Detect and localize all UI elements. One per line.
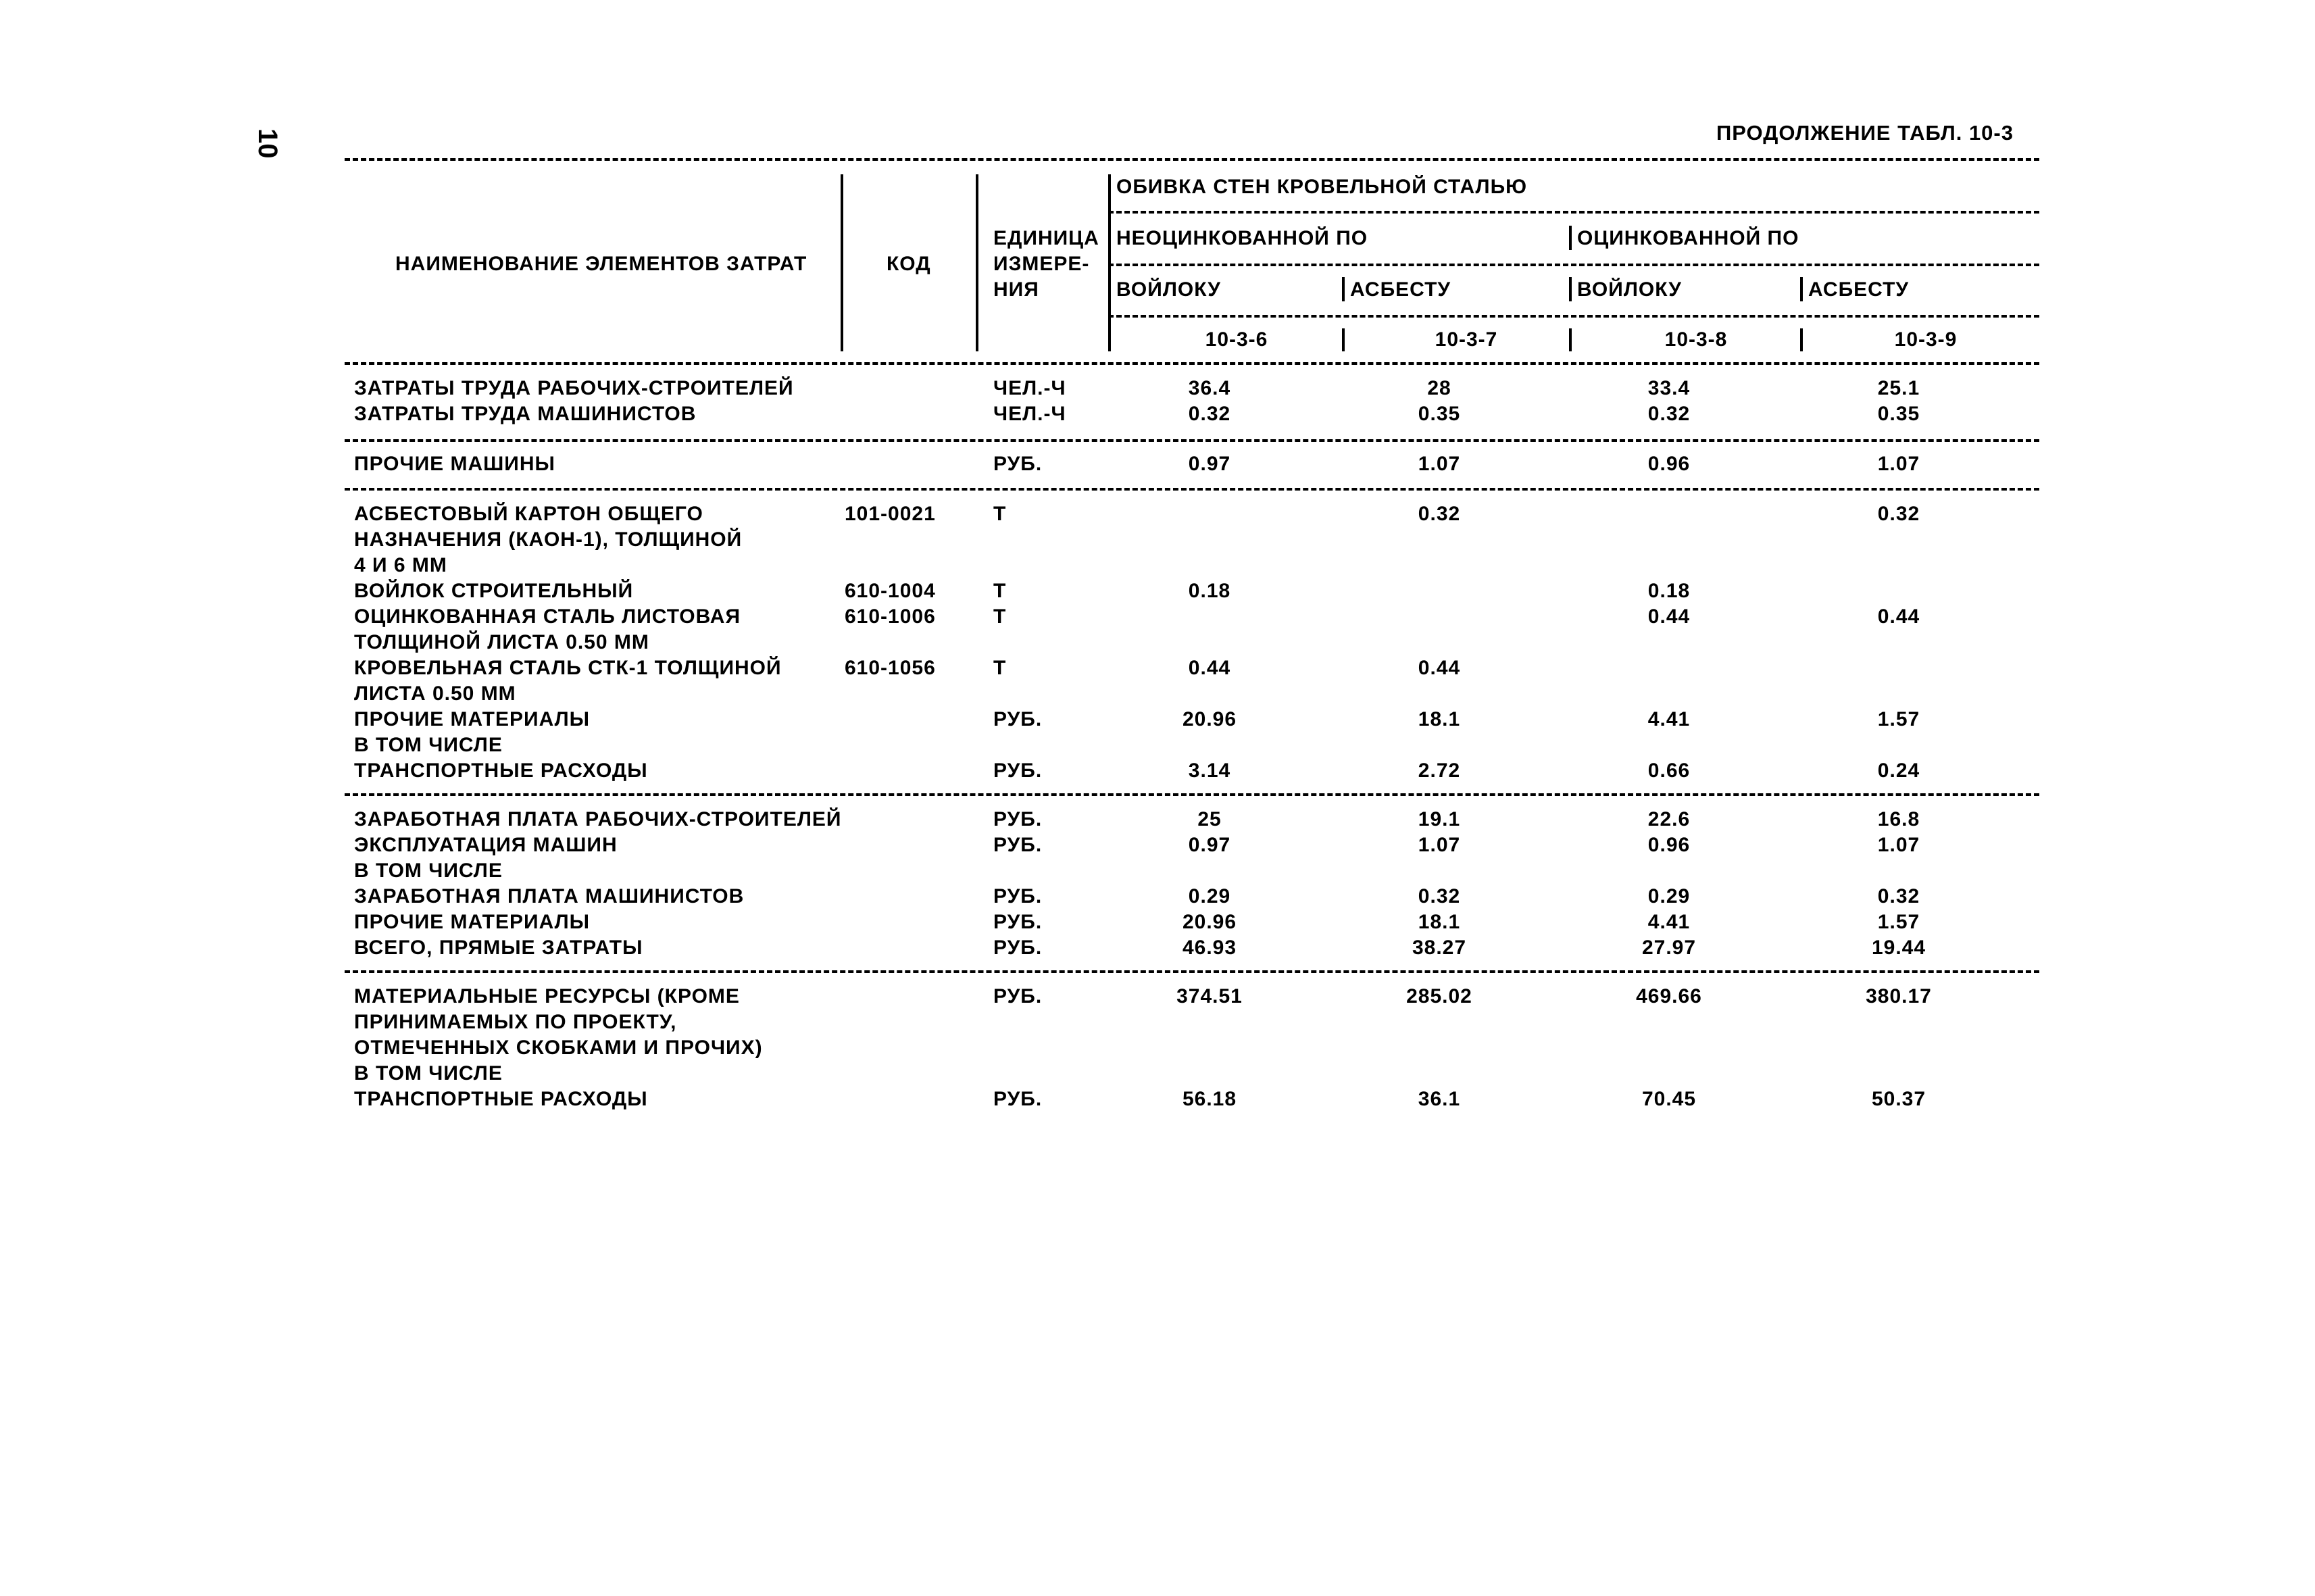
header-rule — [1108, 315, 2039, 318]
row-value-col3: 0.96 — [1647, 453, 1691, 475]
row-value-col4: 0.24 — [1877, 759, 1920, 782]
header-divider — [1342, 277, 1345, 301]
row-unit: РУБ. — [993, 453, 1043, 475]
row-value-col3: 0.32 — [1647, 403, 1691, 425]
row-value-col1: 46.93 — [1182, 937, 1237, 959]
row-unit: РУБ. — [993, 885, 1043, 907]
header-sub-ungalvanized: НЕОЦИНКОВАННОЙ ПО — [1116, 227, 1368, 249]
section-rule — [345, 488, 2039, 491]
row-value-col2: 285.02 — [1406, 985, 1472, 1007]
row-name: ТРАНСПОРТНЫЕ РАСХОДЫ — [354, 1088, 648, 1110]
section-rule — [345, 970, 2039, 973]
header-rule — [1108, 211, 2039, 214]
row-value-col4: 50.37 — [1871, 1088, 1926, 1110]
row-value-col2: 28 — [1427, 377, 1451, 399]
row-name: ЭКСПЛУАТАЦИЯ МАШИН — [354, 834, 618, 856]
row-value-col4: 19.44 — [1871, 937, 1926, 959]
row-name: ПРОЧИЕ МАШИНЫ — [354, 453, 555, 475]
row-value-col2: 18.1 — [1418, 911, 1461, 933]
row-unit: РУБ. — [993, 708, 1043, 730]
section-rule — [345, 793, 2039, 796]
row-value-col4: 1.07 — [1877, 453, 1920, 475]
row-value-col2: 38.27 — [1412, 937, 1467, 959]
row-unit: ЧЕЛ.-Ч — [993, 377, 1066, 399]
row-unit: Т — [993, 657, 1007, 679]
row-value-col3: 27.97 — [1641, 937, 1697, 959]
row-value-col2: 0.32 — [1418, 885, 1461, 907]
row-value-col2: 0.35 — [1418, 403, 1461, 425]
row-code: 101-0021 — [845, 503, 936, 525]
row-value-col2: 18.1 — [1418, 708, 1461, 730]
row-value-col1: 25 — [1197, 808, 1222, 830]
header-divider — [1800, 328, 1803, 351]
code-col2: 10-3-7 — [1435, 328, 1498, 351]
row-value-col2: 19.1 — [1418, 808, 1461, 830]
row-value-col3: 4.41 — [1647, 911, 1691, 933]
row-unit: РУБ. — [993, 1088, 1043, 1110]
row-value-col2: 0.32 — [1418, 503, 1461, 525]
row-value-col3: 0.96 — [1647, 834, 1691, 856]
row-name: ЗАРАБОТНАЯ ПЛАТА МАШИНИСТОВ — [354, 885, 745, 907]
row-value-col1: 20.96 — [1182, 708, 1237, 730]
row-name: ВОЙЛОК СТРОИТЕЛЬНЫЙ — [354, 580, 634, 602]
row-value-col1: 0.97 — [1188, 834, 1231, 856]
row-unit: РУБ. — [993, 759, 1043, 782]
header-divider — [1342, 328, 1345, 351]
row-name: ПРОЧИЕ МАТЕРИАЛЫ — [354, 708, 591, 730]
row-name: ОЦИНКОВАННАЯ СТАЛЬ ЛИСТОВАЯ — [354, 605, 741, 628]
header-divider — [1108, 174, 1111, 351]
row-value-col4: 380.17 — [1866, 985, 1932, 1007]
row-value-col1: 0.29 — [1188, 885, 1231, 907]
header-divider — [1569, 226, 1572, 250]
header-group: ОБИВКА СТЕН КРОВЕЛЬНОЙ СТАЛЬЮ — [1116, 176, 1528, 198]
row-code: 610-1004 — [845, 580, 936, 602]
row-value-col3: 0.66 — [1647, 759, 1691, 782]
top-rule — [345, 158, 2039, 161]
row-unit: РУБ. — [993, 834, 1043, 856]
row-unit: РУБ. — [993, 808, 1043, 830]
row-name: КРОВЕЛЬНАЯ СТАЛЬ СТК-1 ТОЛЩИНОЙ — [354, 657, 782, 679]
row-code: 610-1006 — [845, 605, 936, 628]
header-divider — [1800, 277, 1803, 301]
row-value-col4: 1.57 — [1877, 911, 1920, 933]
code-col1: 10-3-6 — [1205, 328, 1268, 351]
row-value-col3: 0.18 — [1647, 580, 1691, 602]
row-name: ПРИНИМАЕМЫХ ПО ПРОЕКТУ, — [354, 1011, 677, 1033]
row-value-col1: 20.96 — [1182, 911, 1237, 933]
row-value-col3: 33.4 — [1647, 377, 1691, 399]
row-value-col3: 0.44 — [1647, 605, 1691, 628]
row-value-col4: 1.07 — [1877, 834, 1920, 856]
continuation-title: ПРОДОЛЖЕНИЕ ТАБЛ. 10-3 — [1716, 121, 2014, 145]
header-divider — [976, 174, 978, 351]
row-value-col3: 70.45 — [1641, 1088, 1697, 1110]
row-unit: РУБ. — [993, 985, 1043, 1007]
row-value-col1: 374.51 — [1176, 985, 1243, 1007]
row-value-col2: 2.72 — [1418, 759, 1461, 782]
row-name: ЗАРАБОТНАЯ ПЛАТА РАБОЧИХ-СТРОИТЕЛЕЙ — [354, 808, 842, 830]
row-name: ТОЛЩИНОЙ ЛИСТА 0.50 ММ — [354, 631, 649, 653]
row-value-col2: 1.07 — [1418, 453, 1461, 475]
row-value-col4: 25.1 — [1877, 377, 1920, 399]
row-name: ЗАТРАТЫ ТРУДА РАБОЧИХ-СТРОИТЕЛЕЙ — [354, 377, 794, 399]
row-name: ВСЕГО, ПРЯМЫЕ ЗАТРАТЫ — [354, 937, 643, 959]
header-divider — [841, 174, 843, 351]
page-number: 10 — [253, 128, 282, 159]
row-value-col1: 3.14 — [1188, 759, 1231, 782]
row-value-col1: 56.18 — [1182, 1088, 1237, 1110]
row-value-col3: 22.6 — [1647, 808, 1691, 830]
header-unit-line3: НИЯ — [993, 278, 1039, 301]
section-rule — [345, 439, 2039, 442]
row-name: ЛИСТА 0.50 ММ — [354, 682, 516, 705]
row-value-col4: 0.32 — [1877, 885, 1920, 907]
row-value-col2: 1.07 — [1418, 834, 1461, 856]
row-unit: Т — [993, 580, 1007, 602]
row-name: В ТОМ ЧИСЛЕ — [354, 1062, 503, 1084]
row-value-col1: 0.97 — [1188, 453, 1231, 475]
row-name: ТРАНСПОРТНЫЕ РАСХОДЫ — [354, 759, 648, 782]
code-col3: 10-3-8 — [1664, 328, 1728, 351]
code-col4: 10-3-9 — [1894, 328, 1958, 351]
row-code: 610-1056 — [845, 657, 936, 679]
header-unit-line2: ИЗМЕРЕ- — [993, 253, 1090, 275]
row-name: ОТМЕЧЕННЫХ СКОБКАМИ И ПРОЧИХ) — [354, 1037, 763, 1059]
row-value-col3: 469.66 — [1636, 985, 1702, 1007]
row-name: МАТЕРИАЛЬНЫЕ РЕСУРСЫ (КРОМЕ — [354, 985, 740, 1007]
header-col3: ВОЙЛОКУ — [1577, 278, 1682, 301]
row-unit: РУБ. — [993, 911, 1043, 933]
row-value-col2: 0.44 — [1418, 657, 1461, 679]
row-value-col1: 0.32 — [1188, 403, 1231, 425]
header-col4: АСБЕСТУ — [1808, 278, 1910, 301]
row-value-col4: 0.35 — [1877, 403, 1920, 425]
row-value-col3: 4.41 — [1647, 708, 1691, 730]
row-name: ЗАТРАТЫ ТРУДА МАШИНИСТОВ — [354, 403, 697, 425]
header-divider — [1569, 277, 1572, 301]
header-rule — [1108, 264, 2039, 266]
row-name: АСБЕСТОВЫЙ КАРТОН ОБЩЕГО — [354, 503, 703, 525]
row-name: В ТОМ ЧИСЛЕ — [354, 859, 503, 882]
row-value-col4: 0.44 — [1877, 605, 1920, 628]
row-name: 4 И 6 ММ — [354, 554, 447, 576]
row-value-col2: 36.1 — [1418, 1088, 1461, 1110]
header-unit-line1: ЕДИНИЦА — [993, 227, 1099, 249]
header-code: КОД — [887, 253, 931, 275]
row-unit: Т — [993, 503, 1007, 525]
row-value-col4: 16.8 — [1877, 808, 1920, 830]
header-divider — [1569, 328, 1572, 351]
row-value-col1: 0.18 — [1188, 580, 1231, 602]
row-value-col1: 0.44 — [1188, 657, 1231, 679]
row-unit: РУБ. — [993, 937, 1043, 959]
section-rule — [345, 362, 2039, 365]
header-name: НАИМЕНОВАНИЕ ЭЛЕМЕНТОВ ЗАТРАТ — [395, 253, 807, 275]
header-col2: АСБЕСТУ — [1350, 278, 1451, 301]
row-value-col4: 0.32 — [1877, 503, 1920, 525]
header-col1: ВОЙЛОКУ — [1116, 278, 1221, 301]
row-value-col4: 1.57 — [1877, 708, 1920, 730]
row-unit: Т — [993, 605, 1007, 628]
row-value-col1: 36.4 — [1188, 377, 1231, 399]
header-sub-galvanized: ОЦИНКОВАННОЙ ПО — [1577, 227, 1799, 249]
row-name: НАЗНАЧЕНИЯ (КАОН-1), ТОЛЩИНОЙ — [354, 528, 743, 551]
row-name: В ТОМ ЧИСЛЕ — [354, 734, 503, 756]
row-name: ПРОЧИЕ МАТЕРИАЛЫ — [354, 911, 591, 933]
row-unit: ЧЕЛ.-Ч — [993, 403, 1066, 425]
row-value-col3: 0.29 — [1647, 885, 1691, 907]
